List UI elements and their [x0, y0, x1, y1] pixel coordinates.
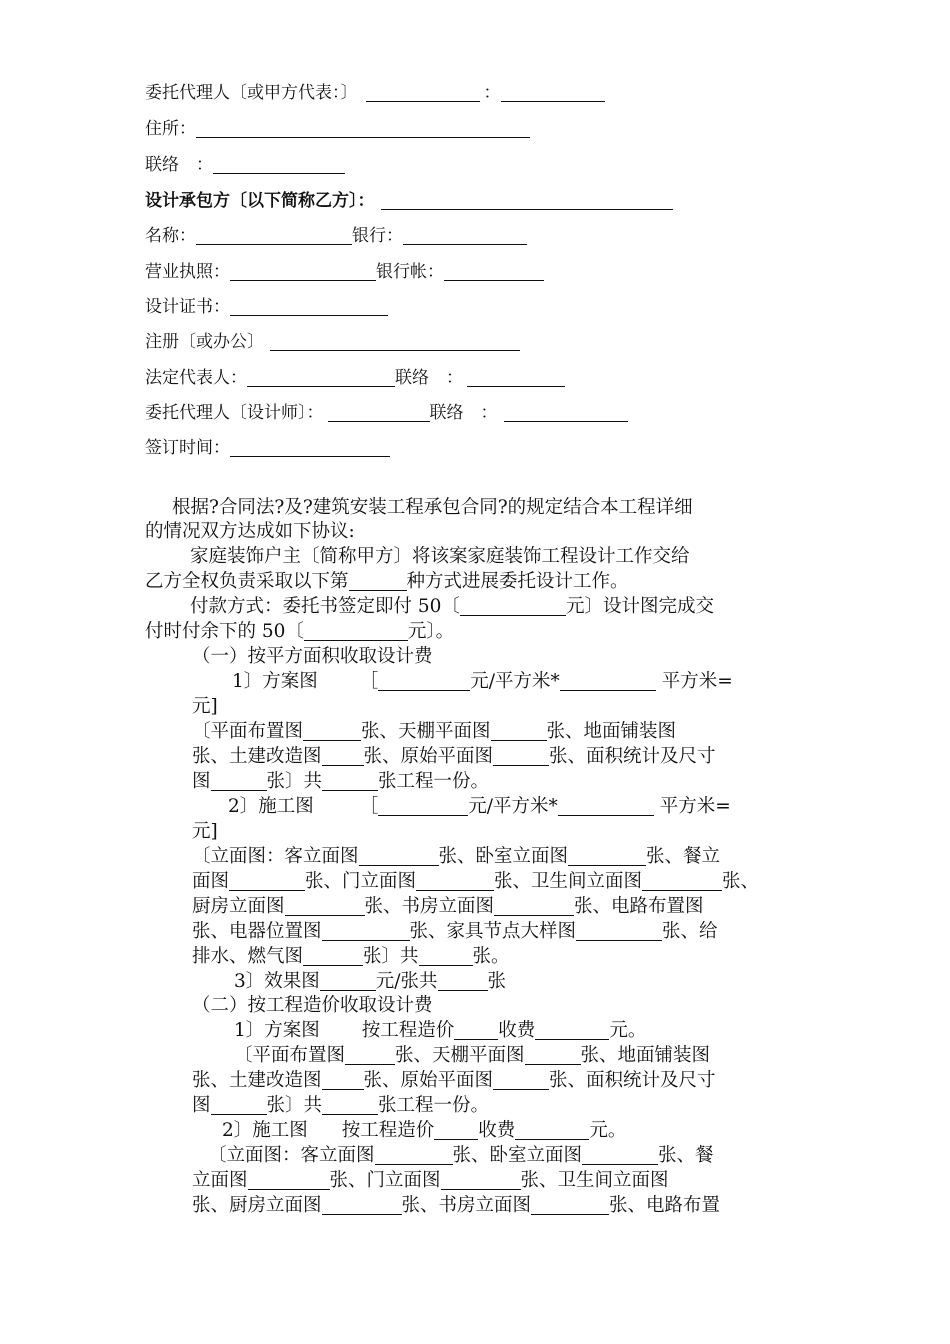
s1-item-1 [232, 670, 733, 694]
s1-item-2-label: 2〕施工图 [228, 796, 314, 817]
t: 张、门立面图 [329, 1170, 441, 1191]
s1-item-2-yuan: 元] [192, 821, 218, 842]
blank[interactable] [345, 1047, 395, 1065]
para-1-line-1: 根据?合同法?及?建筑安装工程承包合同?的规定结合本工程详细 [172, 497, 693, 518]
t: 张、原始平面图 [363, 1070, 494, 1091]
t: 张、给 [662, 921, 718, 942]
license-row [145, 261, 544, 283]
s1-item-2-bracket: ［ [359, 796, 379, 817]
s2-item-1 [234, 1019, 646, 1043]
payment-line-2 [145, 620, 454, 644]
blank[interactable] [322, 773, 378, 791]
t: 张工程一份。 [378, 1095, 490, 1116]
payment-text-d: 元〕。 [407, 621, 455, 642]
t: 张、地面铺装图 [546, 721, 677, 742]
t: 张、餐 [658, 1145, 714, 1166]
agent-a-label: 委托代理人〔或甲方代表：〕 [145, 83, 358, 103]
registered-label: 注册〔或办公〕 [145, 332, 264, 352]
t: 元。 [589, 1120, 627, 1141]
s1-item-1-yuan: 元] [192, 696, 218, 717]
blank[interactable] [493, 748, 549, 766]
t: 张、卫生间立面图 [520, 1170, 669, 1191]
name-blank[interactable] [196, 227, 352, 245]
registered-row [145, 331, 520, 353]
agent-b-contact-label: 联络 ： [429, 403, 498, 423]
s2-item-2-detail-2 [192, 1169, 669, 1193]
blank[interactable] [303, 948, 363, 966]
t: 张、土建改造图 [192, 746, 322, 767]
contact-a-label: 联络 ： [145, 155, 213, 175]
para-2-line-2 [145, 570, 629, 594]
t: 收费 [498, 1020, 536, 1041]
t: 张、卫生间立面图 [494, 871, 643, 892]
t: 2〕施工图 [222, 1120, 308, 1141]
blank[interactable] [568, 848, 646, 866]
t: 3〕效果图 [234, 971, 320, 992]
s1-item-2 [228, 795, 731, 819]
s2-item-1-detail-1 [234, 1044, 710, 1068]
s1-item-1-unit: 元/平方米* [470, 671, 560, 692]
s1-item-2-detail-2 [192, 870, 759, 894]
payment-blank-2[interactable] [304, 623, 408, 641]
blank[interactable] [359, 848, 439, 866]
blank[interactable] [454, 1022, 498, 1040]
blank[interactable] [491, 723, 547, 741]
section-2-heading: （二）按工程造价收取设计费 [192, 995, 433, 1016]
blank[interactable] [211, 1097, 267, 1115]
payment-text-c: 付时付余下的 50〔 [145, 621, 304, 642]
t: 张、原始平面图 [363, 746, 494, 767]
payment-text-b: 元〕设计图完成交 [565, 596, 714, 617]
name-row [145, 225, 527, 247]
agent-a-row [145, 82, 605, 104]
blank[interactable] [535, 1022, 609, 1040]
sign-time-blank[interactable] [230, 439, 390, 457]
t: 张〕共 [363, 946, 419, 967]
t: 张、书房立面图 [401, 1195, 532, 1216]
t: 张、书房立面图 [364, 896, 495, 917]
blank[interactable] [642, 873, 722, 891]
s1-item-2-area-blank[interactable] [558, 798, 654, 816]
s2-item-2-detail-1 [208, 1144, 714, 1168]
t: 图 [192, 771, 211, 792]
t: 1〕方案图 [234, 1020, 320, 1041]
t: 张、 [722, 871, 760, 892]
payment-line-1 [190, 595, 714, 619]
t: 〔平面布置图 [234, 1045, 346, 1066]
t: 按工程造价 [341, 1120, 435, 1141]
s1-item-1-detail-2 [192, 745, 716, 769]
s1-item-2-detail-5 [192, 945, 510, 969]
blank[interactable] [229, 873, 305, 891]
legal-rep-contact-label: 联络 ： [395, 368, 463, 388]
registered-blank[interactable] [270, 333, 520, 351]
license-label: 营业执照： [145, 262, 230, 282]
sign-time-label: 签订时间： [145, 438, 230, 458]
s1-item-1-rate-blank[interactable] [378, 673, 470, 691]
address-label: 住所： [145, 119, 196, 139]
blank[interactable] [211, 773, 267, 791]
t: 张、面积统计及尺寸 [549, 1070, 716, 1091]
cert-label: 设计证书： [145, 297, 230, 317]
bank-account-label: 银行帐： [376, 262, 444, 282]
t: 按工程造价 [361, 1020, 455, 1041]
agent-b-row [145, 402, 628, 424]
blank[interactable] [320, 973, 376, 991]
contact-a-row [145, 154, 345, 176]
blank[interactable] [416, 873, 494, 891]
t: 〔平面布置图 [192, 721, 304, 742]
sign-time-row [145, 437, 390, 459]
blank[interactable] [285, 898, 365, 916]
t: 张 [487, 971, 507, 992]
party-b-blank[interactable] [381, 192, 673, 210]
t: 排水、燃气图 [192, 946, 304, 967]
t: 张〕共 [266, 771, 323, 792]
t: 张、家具节点大样图 [409, 921, 577, 942]
t: 张、电路布置图 [574, 896, 704, 917]
blank[interactable] [531, 1197, 609, 1215]
blank[interactable] [576, 923, 662, 941]
s1-item-1-bracket: ［ [359, 671, 379, 692]
blank[interactable] [322, 1072, 364, 1090]
bank-account-blank[interactable] [444, 263, 544, 281]
blank[interactable] [582, 1147, 658, 1165]
blank[interactable] [322, 1197, 402, 1215]
s1-item-2-rate-blank[interactable] [378, 798, 468, 816]
t: 张、面积统计及尺寸 [549, 746, 716, 767]
para-1-line-2: 的情况双方达成如下协议: [145, 521, 355, 542]
legal-rep-label: 法定代表人： [145, 368, 247, 388]
t: 张、电路布置 [609, 1195, 721, 1216]
t: 张、厨房立面图 [192, 1195, 322, 1216]
bank-blank[interactable] [403, 227, 527, 245]
t: 元/张共 [375, 971, 438, 992]
s2-item-2-detail-3 [192, 1194, 720, 1218]
legal-rep-row [145, 367, 565, 389]
s1-item-1-area-blank[interactable] [560, 673, 656, 691]
blank[interactable] [322, 1097, 378, 1115]
s1-item-1-area-unit: 平方米= [661, 671, 733, 692]
name-label: 名称： [145, 226, 196, 246]
t: 收费 [478, 1120, 516, 1141]
contact-a-blank[interactable] [213, 156, 345, 174]
s1-item-2-unit: 元/平方米* [468, 796, 558, 817]
agent-a-contact-blank[interactable] [501, 84, 605, 102]
s1-item-3 [234, 970, 506, 994]
t: 张〕共 [266, 1095, 323, 1116]
payment-blank-1[interactable] [460, 598, 566, 616]
t: 张、天棚平面图 [361, 721, 491, 742]
blank[interactable] [322, 748, 364, 766]
address-blank[interactable] [196, 120, 530, 138]
s2-item-2 [222, 1119, 626, 1143]
agent-a-sep: ： [483, 83, 501, 103]
blank[interactable] [441, 1172, 521, 1190]
s1-item-2-detail-4 [192, 920, 718, 944]
t: 〔立面图：客立面图 [208, 1145, 375, 1166]
method-blank[interactable] [349, 573, 407, 591]
legal-rep-contact-blank[interactable] [467, 369, 565, 387]
t: 张、天棚平面图 [395, 1045, 525, 1066]
s1-item-1-detail-3 [192, 770, 489, 794]
t: 张、土建改造图 [192, 1070, 322, 1091]
section-1-heading: （一）按平方面积收取设计费 [192, 646, 433, 667]
agent-b-contact-blank[interactable] [504, 404, 628, 422]
t: 立面图 [192, 1170, 248, 1191]
cert-row [145, 296, 388, 318]
blank[interactable] [322, 923, 410, 941]
blank[interactable] [248, 1172, 330, 1190]
s2-item-1-detail-2 [192, 1069, 716, 1093]
payment-text-a: 付款方式：委托书签定即付 50〔 [190, 596, 460, 617]
party-b-title: 设计承包方〔以下简称乙方〕： [145, 191, 375, 211]
legal-rep-blank[interactable] [247, 369, 395, 387]
blank[interactable] [525, 1047, 581, 1065]
t: 张、卧室立面图 [452, 1145, 583, 1166]
para-2-line-1: 家庭装饰户主〔简称甲方〕将该案家庭装饰工程设计工作交给 [190, 546, 690, 567]
s1-item-1-label: 1〕方案图 [232, 671, 318, 692]
t: 张、卧室立面图 [438, 846, 569, 867]
t: 张、餐立 [646, 846, 721, 867]
agent-b-label: 委托代理人〔设计师〕： [145, 403, 324, 423]
s1-item-2-area-unit: 平方米= [659, 796, 731, 817]
cert-blank[interactable] [230, 298, 388, 316]
blank[interactable] [515, 1122, 589, 1140]
address-row [145, 118, 530, 140]
t: 张、电器位置图 [192, 921, 322, 942]
license-blank[interactable] [230, 263, 376, 281]
p2-text-a: 乙方全权负责采取以下第 [145, 571, 349, 592]
blank[interactable] [434, 1122, 478, 1140]
t: 张。 [472, 946, 510, 967]
party-b-row [145, 190, 673, 212]
p2-text-b: 种方式进展委托设计工作。 [406, 571, 629, 592]
t: 张工程一份。 [378, 771, 490, 792]
t: 面图 [192, 871, 230, 892]
agent-a-blank[interactable] [366, 84, 480, 102]
t: 图 [192, 1095, 211, 1116]
blank[interactable] [419, 948, 473, 966]
t: 元。 [609, 1020, 647, 1041]
blank[interactable] [303, 723, 361, 741]
s1-item-2-detail-1 [192, 845, 720, 869]
t: 张、地面铺装图 [580, 1045, 711, 1066]
blank[interactable] [494, 898, 574, 916]
blank[interactable] [438, 973, 488, 991]
blank[interactable] [493, 1072, 549, 1090]
t: 厨房立面图 [192, 896, 285, 917]
agent-b-blank[interactable] [328, 404, 430, 422]
t: 张、门立面图 [305, 871, 417, 892]
blank[interactable] [375, 1147, 453, 1165]
s1-item-1-detail-1 [192, 720, 676, 744]
bank-label: 银行： [352, 226, 403, 246]
s1-item-2-detail-3 [192, 895, 704, 919]
s2-item-1-detail-3 [192, 1094, 489, 1118]
t: 〔立面图：客立面图 [192, 846, 359, 867]
